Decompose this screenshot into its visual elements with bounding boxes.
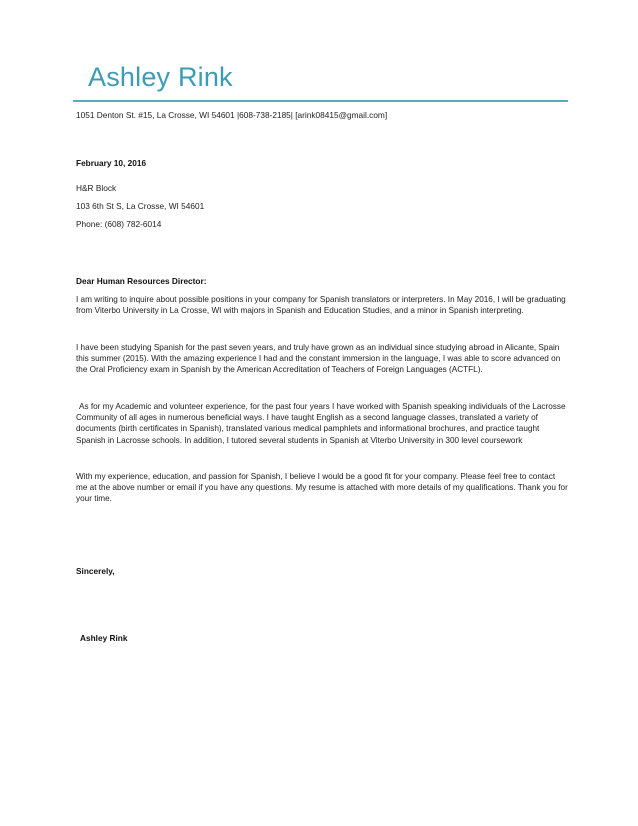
sender-contact: 1051 Denton St. #15, La Crosse, WI 54601 |608-738-2185| [arink08415@gmail.com] [76, 110, 388, 120]
body-paragraph-1: I am writing to inquire about possible positions in your company for Spanish translators or interpreters. In May 2016, I will be graduating from Viterbo University in La Crosse, WI with majors in Spanish and Education Studies, and a minor in Spanish interpreting. [76, 295, 566, 316]
recipient-address: 103 6th St S, La Crosse, WI 54601 [76, 201, 205, 211]
sender-name: Ashley Rink [88, 62, 233, 92]
letter-date: February 10, 2016 [76, 158, 147, 168]
header-divider [73, 100, 568, 102]
salutation: Dear Human Resources Director: [76, 276, 207, 286]
body-paragraph-2: I have been studying Spanish for the past seven years, and truly have grown as an individual since studying abroad in Alicante, Spain this summer (2015). With the amazing experience I had and the constant immersion in the language, I was able to score advanced on the Oral Proficiency exam in Spanish by the American Accreditation of Teachers of Foreign Languages (ACTFL). [76, 343, 561, 375]
closing: Sincerely, [76, 566, 115, 576]
recipient-company: H&R Block [76, 183, 117, 193]
signature-name: Ashley Rink [80, 633, 128, 643]
body-paragraph-4: With my experience, education, and passion for Spanish, I believe I would be a good fit for your company. Please feel free to contact me at the above number or email if you have any questions. My resume is attached with more details of my qualifications. Thank you for your time. [76, 472, 568, 504]
recipient-phone: Phone: (608) 782-6014 [76, 219, 162, 229]
body-paragraph-3: As for my Academic and volunteer experience, for the past four years I have worked with Spanish speaking individuals of the Lacrosse Community of all ages in numerous beneficial ways. I have taught English as a second language classes, translated a variety of documents (birth certificates in Spanish), translated various medical pamphlets and informational brochures, and practice taught Spanish in Lacrosse schools. In addition, I tutored several students in Spanish at Viterbo University in 300 level coursework [76, 402, 566, 445]
